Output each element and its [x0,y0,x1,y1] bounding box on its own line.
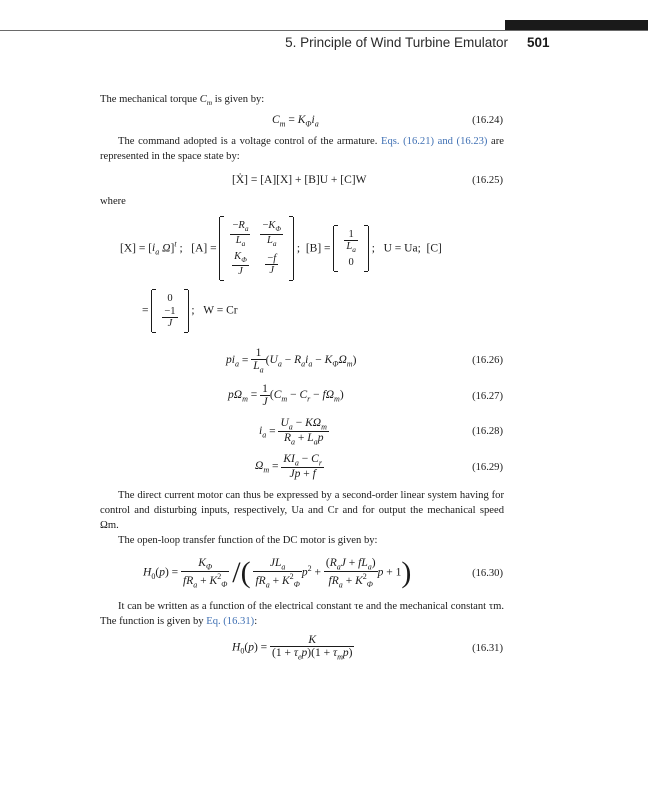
matrix-A: $\frac{-R_a}{L_a}$ $\frac{-K_\Phi}{L_a}$ $\frac{K_\Phi}{J}$ $\frac{-f}{J}$ [219,217,294,280]
eq-link[interactable]: Eq. (16.31) [206,616,255,627]
command-paragraph: The command adopted is a voltage control of the armature. Eqs. (16.21) and (16.23) are represented in the space state by: [100,136,504,162]
equation-16-31: $H_0(p)$ = $\frac{K}{(1 + \tau_ep)(1 + \tau_mp)}$ [232,634,353,662]
torque-intro-paragraph: The mechanical torque $C_m$ is given by: [100,94,265,108]
page-number: 501 [527,35,550,50]
torque-symbol: $C_m$ [199,94,213,108]
matrix-B: $\frac{1}{L_a}$ 0 [333,226,369,271]
equation-16-30: $H_0(p)$ = $\frac{K_\Phi}{fR_a + K^2_\Phi}$ /( $\frac{JL_a}{fR_a + K^2_\Phi}$ $p^2$ + $\frac{(R_aJ + fL_a)}{fR_a + K^2_\Phi}$ p + 1) [143,556,412,590]
eq-number-16-27: (16.27) [472,391,503,402]
equation-16-25: [Ẋ] = [A][X] + [B]U + [C]W [232,174,367,186]
matrix-definitions: $[X] = [i_a$ Ω]$^t$ ; [A] = $\frac{-R_a}{L_a}$ $\frac{-K_\Phi}{L_a}$ $\frac{K_\Phi}{J}$ $\frac{-f}{J}$ ; [B] = $\frac{1}{L_a}$ 0 ; U = Ua; [C] [120,217,442,280]
c-label: [C] [426,242,442,255]
eq-number-16-26: (16.26) [472,355,503,366]
where-label: where [100,196,126,207]
eq-number-16-28: (16.28) [472,426,503,437]
equation-16-28: $i_a$ = $\frac{U_a - K\Omega_m}{R_a + L_ap}$ [259,417,327,447]
written-paragraph: It can be written as a function of the electrical constant τe and the mechanical constant τm. The function is given by Eq. (16.31): [100,601,504,627]
section-title: 5. Principle of Wind Turbine Emulator [285,35,508,50]
u-definition: U = Ua; [383,242,421,255]
equation-16-24: $C_m = K_\Phi i_a$ [272,114,319,129]
equation-16-26: $pi_a$ = $\frac{1}{L_a}$ $(U_a - R_ai_a - K_\Phi\Omega_m)$ [226,347,357,375]
equation-16-29: $\Omega_m$ = $\frac{KI_a - C_r}{Jp + f}$ [255,453,322,481]
eq-number-16-29: (16.29) [472,462,503,473]
w-definition: W = Cr [203,304,238,317]
eq-number-16-30: (16.30) [472,568,503,579]
openloop-paragraph: The open-loop transfer function of the DC motor is given by: [118,535,378,546]
header-rule [0,30,648,31]
eq-number-16-25: (16.25) [472,175,503,186]
equation-16-27: $p\Omega_m$ = $\frac{1}{J}$ $(C_m - C_r - f\Omega_m)$ [228,383,344,408]
eqs-link[interactable]: Eqs. (16.21) and (16.23) [380,136,488,147]
matrix-C: 0 $\frac{-1}{J}$ [151,290,188,332]
eq-number-16-24: (16.24) [472,115,503,126]
eq-number-16-31: (16.31) [472,643,503,654]
matrix-C-definition: = 0 $\frac{-1}{J}$ ; W = Cr [142,290,238,332]
motor-paragraph: The direct current motor can thus be expressed by a second-order linear system having for control and disturbing inputs, respectively, Ua and Cr and for output the mechanical speed Ωm. [100,490,504,531]
